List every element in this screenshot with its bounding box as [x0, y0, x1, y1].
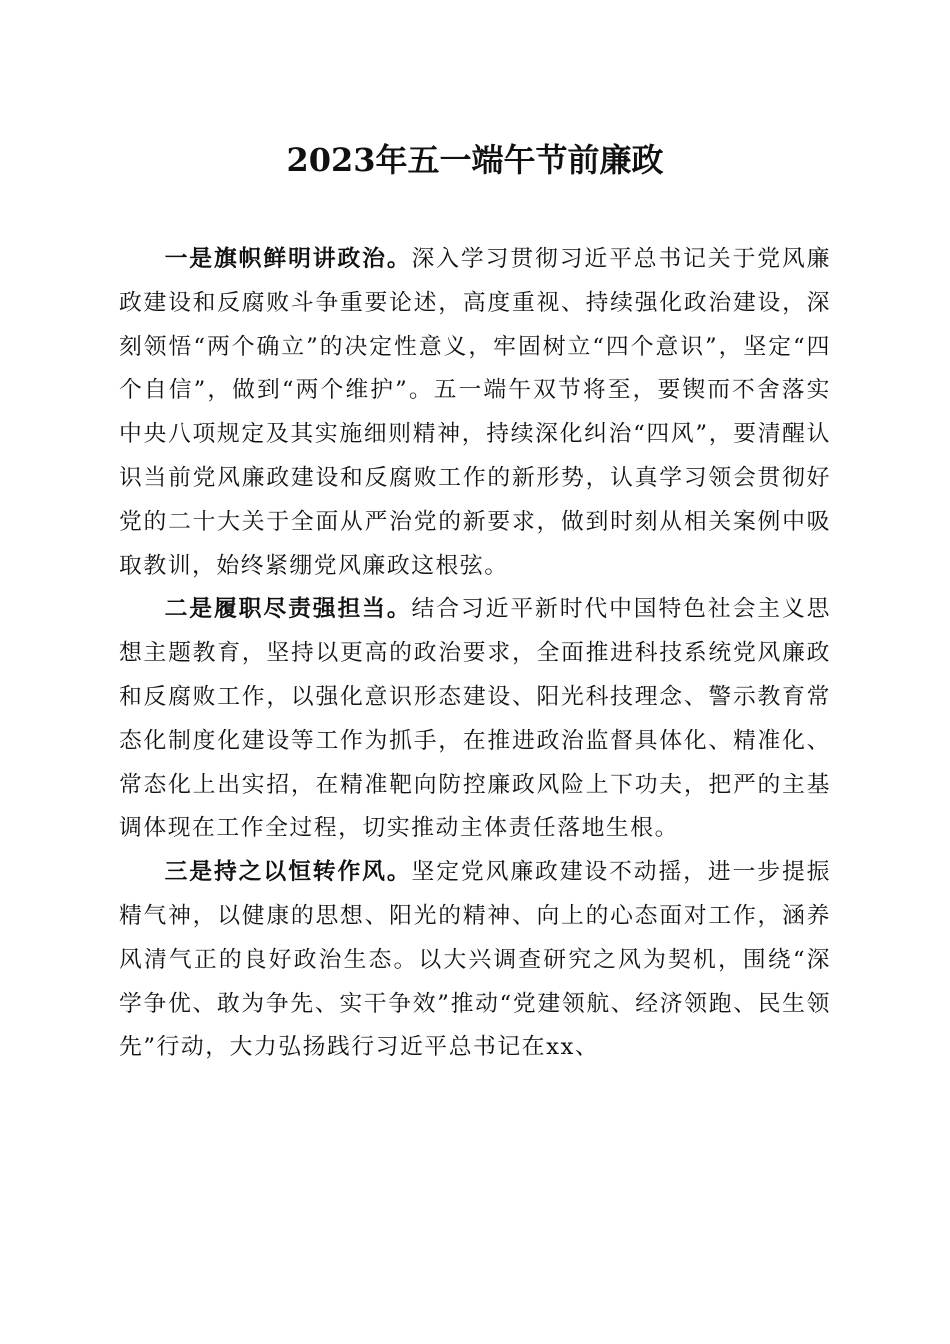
paragraph-2	[119, 588, 831, 851]
paragraph-1-lead: 一是旗帜鲜明讲政治。	[164, 246, 412, 272]
paragraph-1-text: 深入学习贯彻习近平总书记关于党风廉政建设和反腐败斗争重要论述，高度重视、持续强化政治建设，深刻领悟“两个确立”的决定性意义，牢固树立“四个意识”，坚定“四个自信”，做到“两个维护”。五一端午双节将至，要锲而不舍落实中央八项规定及其实施细则精神，持续深化纠治“四风”，要清醒认识当前党风廉政建设和反腐败工作的新形势，认真学习领会贯彻好党的二十大关于全面从严治党的新要求，做到时刻从相关案例中吸取教训，始终紧绷党风廉政这根弦。	[119, 246, 832, 579]
paragraph-3-text: 坚定党风廉政建设不动摇，进一步提振精气神，以健康的思想、阳光的精神、向上的心态面对工作，涵养风清气正的良好政治生态。以大兴调查研究之风为契机，围绕“深学争优、敢为争先、实干争效”推动“党建领航、经济领跑、民生领先”行动，大力弘扬践行习近平总书记在xx、	[119, 859, 832, 1061]
paragraph-2-lead: 二是履职尽责强担当。	[164, 596, 412, 623]
paragraph-2-text: 结合习近平新时代中国特色社会主义思想主题教育，坚持以更高的政治要求，全面推进科技系统党风廉政和反腐败工作，以强化意识形态建设、阳光科技理念、警示教育常态化制度化建设等工作为抓手，在推进政治监督具体化、精准化、常态化上出实招，在精准靶向防控廉政风险上下功夫，把严的主基调体现在工作全过程，切实推动主体责任落地生根。	[119, 596, 832, 842]
paragraph-3-lead: 三是持之以恒转作风。	[164, 859, 412, 886]
document-body	[119, 238, 831, 1070]
paragraph-1	[119, 238, 831, 588]
document-title: 2023年五一端午节前廉政	[286, 141, 664, 179]
paragraph-3	[119, 851, 831, 1070]
